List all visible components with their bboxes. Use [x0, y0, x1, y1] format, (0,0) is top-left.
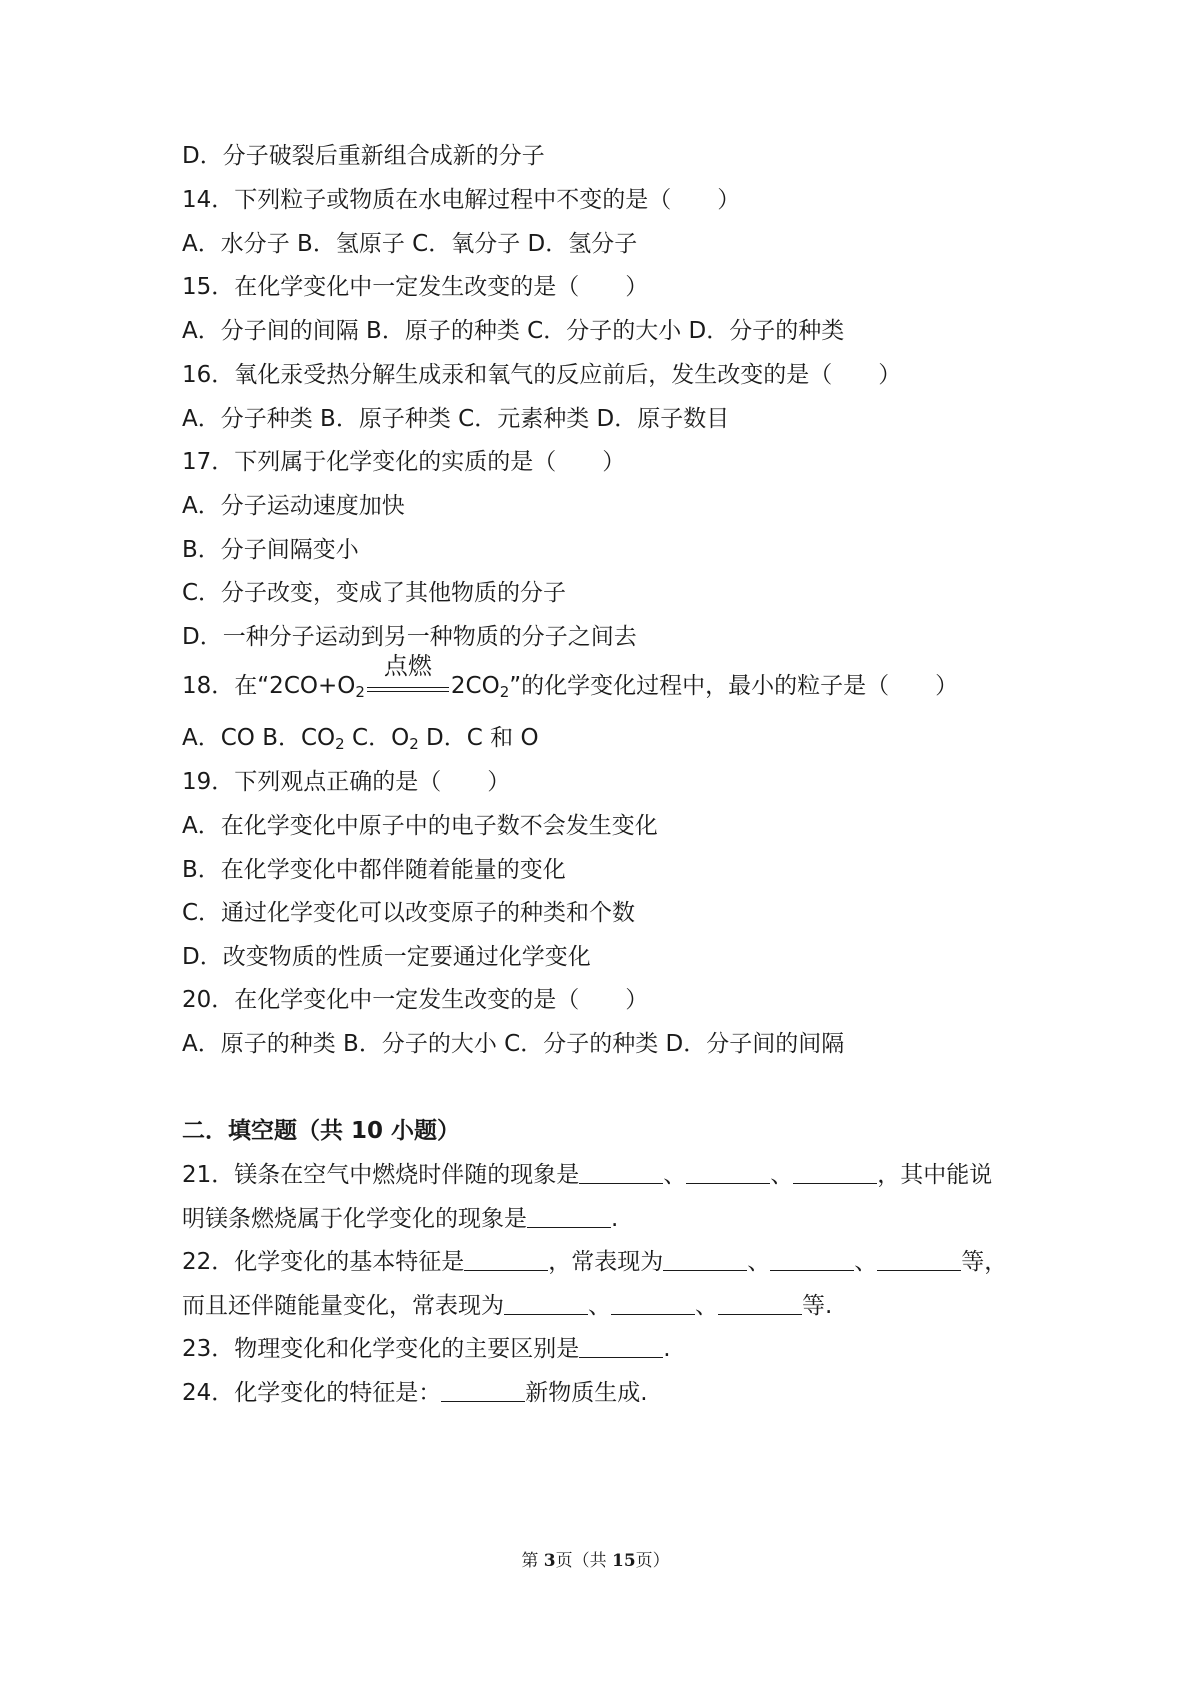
page-footer: 第 3页（共 15页） [521, 1551, 670, 1571]
q18-suffix: ”的化学变化过程中，最小的粒子是（ ） [509, 673, 959, 699]
option-17d: D．一种分子运动到另一种物质的分子之间去 [182, 624, 637, 650]
blank [579, 1335, 663, 1358]
blank [718, 1292, 802, 1315]
page-number: 3 [543, 1551, 556, 1571]
blank [877, 1248, 961, 1271]
question-22-line2: 而且还伴随能量变化，常表现为 、 、 等. [182, 1293, 833, 1319]
option-19d: D．改变物质的性质一定要通过化学变化 [182, 944, 591, 970]
blank [527, 1205, 611, 1228]
reaction-condition: 点燃 [383, 652, 432, 680]
option-13d: D．分子破裂后重新组合成新的分子 [182, 143, 545, 169]
question-23: 23．物理变化和化学变化的主要区别是 . [182, 1336, 671, 1362]
section-heading: 二．填空题（共 10 小题） [182, 1118, 461, 1144]
option-19b: B．在化学变化中都伴随着能量的变化 [182, 857, 566, 883]
question-14: 14．下列粒子或物质在水电解过程中不变的是（ ） [182, 187, 741, 213]
question-22-line1: 22．化学变化的基本特征是 ，常表现为 、 、 等， [182, 1249, 1008, 1275]
q18-sub-o2: 2 [355, 683, 365, 701]
q18-prefix: 18．在“2CO+O [182, 673, 356, 699]
arrow-line-top [367, 687, 449, 688]
option-19a: A．在化学变化中原子中的电子数不会发生变化 [182, 813, 658, 839]
options-15: A．分子间的间隔 B．原子的种类 C．分子的大小 D．分子的种类 [182, 318, 845, 344]
question-19: 19．下列观点正确的是（ ） [182, 769, 511, 795]
question-17: 17．下列属于化学变化的实质的是（ ） [182, 449, 626, 475]
blank [770, 1248, 854, 1271]
question-16: 16．氧化汞受热分解生成汞和氧气的反应前后，发生改变的是（ ） [182, 362, 902, 388]
option-19c: C．通过化学变化可以改变原子的种类和个数 [182, 900, 636, 926]
option-17c: C．分子改变，变成了其他物质的分子 [182, 580, 567, 606]
blank [611, 1292, 695, 1315]
options-16: A．分子种类 B．原子种类 C．元素种类 D．原子数目 [182, 406, 730, 432]
blank [579, 1161, 663, 1184]
option-17a: A．分子运动速度加快 [182, 493, 405, 519]
question-15: 15．在化学变化中一定发生改变的是（ ） [182, 274, 649, 300]
total-pages: 15 [611, 1551, 636, 1571]
options-14: A．水分子 B．氢原子 C．氧分子 D．氢分子 [182, 231, 638, 257]
blank [504, 1292, 588, 1315]
blank [686, 1161, 770, 1184]
options-20: A．原子的种类 B．分子的大小 C．分子的种类 D．分子间的间隔 [182, 1031, 845, 1057]
question-21-line1: 21．镁条在空气中燃烧时伴随的现象是 、 、 ，其中能说 [182, 1162, 993, 1188]
question-20: 20．在化学变化中一定发生改变的是（ ） [182, 987, 649, 1013]
blank [441, 1379, 525, 1402]
question-18 [182, 652, 959, 707]
q18-sub-co2: 2 [499, 683, 510, 701]
blank [464, 1248, 548, 1271]
options-18: A．CO B．$CO_2$ C．$O_2$ D．C 和 O [182, 725, 539, 753]
reaction-arrow [367, 652, 449, 701]
blank [793, 1161, 877, 1184]
q18-product: 2CO [450, 673, 500, 699]
blank [663, 1248, 747, 1271]
question-24: 24．化学变化的特征是： 新物质生成. [182, 1380, 648, 1406]
arrow-line-bottom [367, 691, 449, 692]
option-17b: B．分子间隔变小 [182, 537, 359, 563]
question-21-line2: 明镁条燃烧属于化学变化的现象是 . [182, 1206, 619, 1232]
